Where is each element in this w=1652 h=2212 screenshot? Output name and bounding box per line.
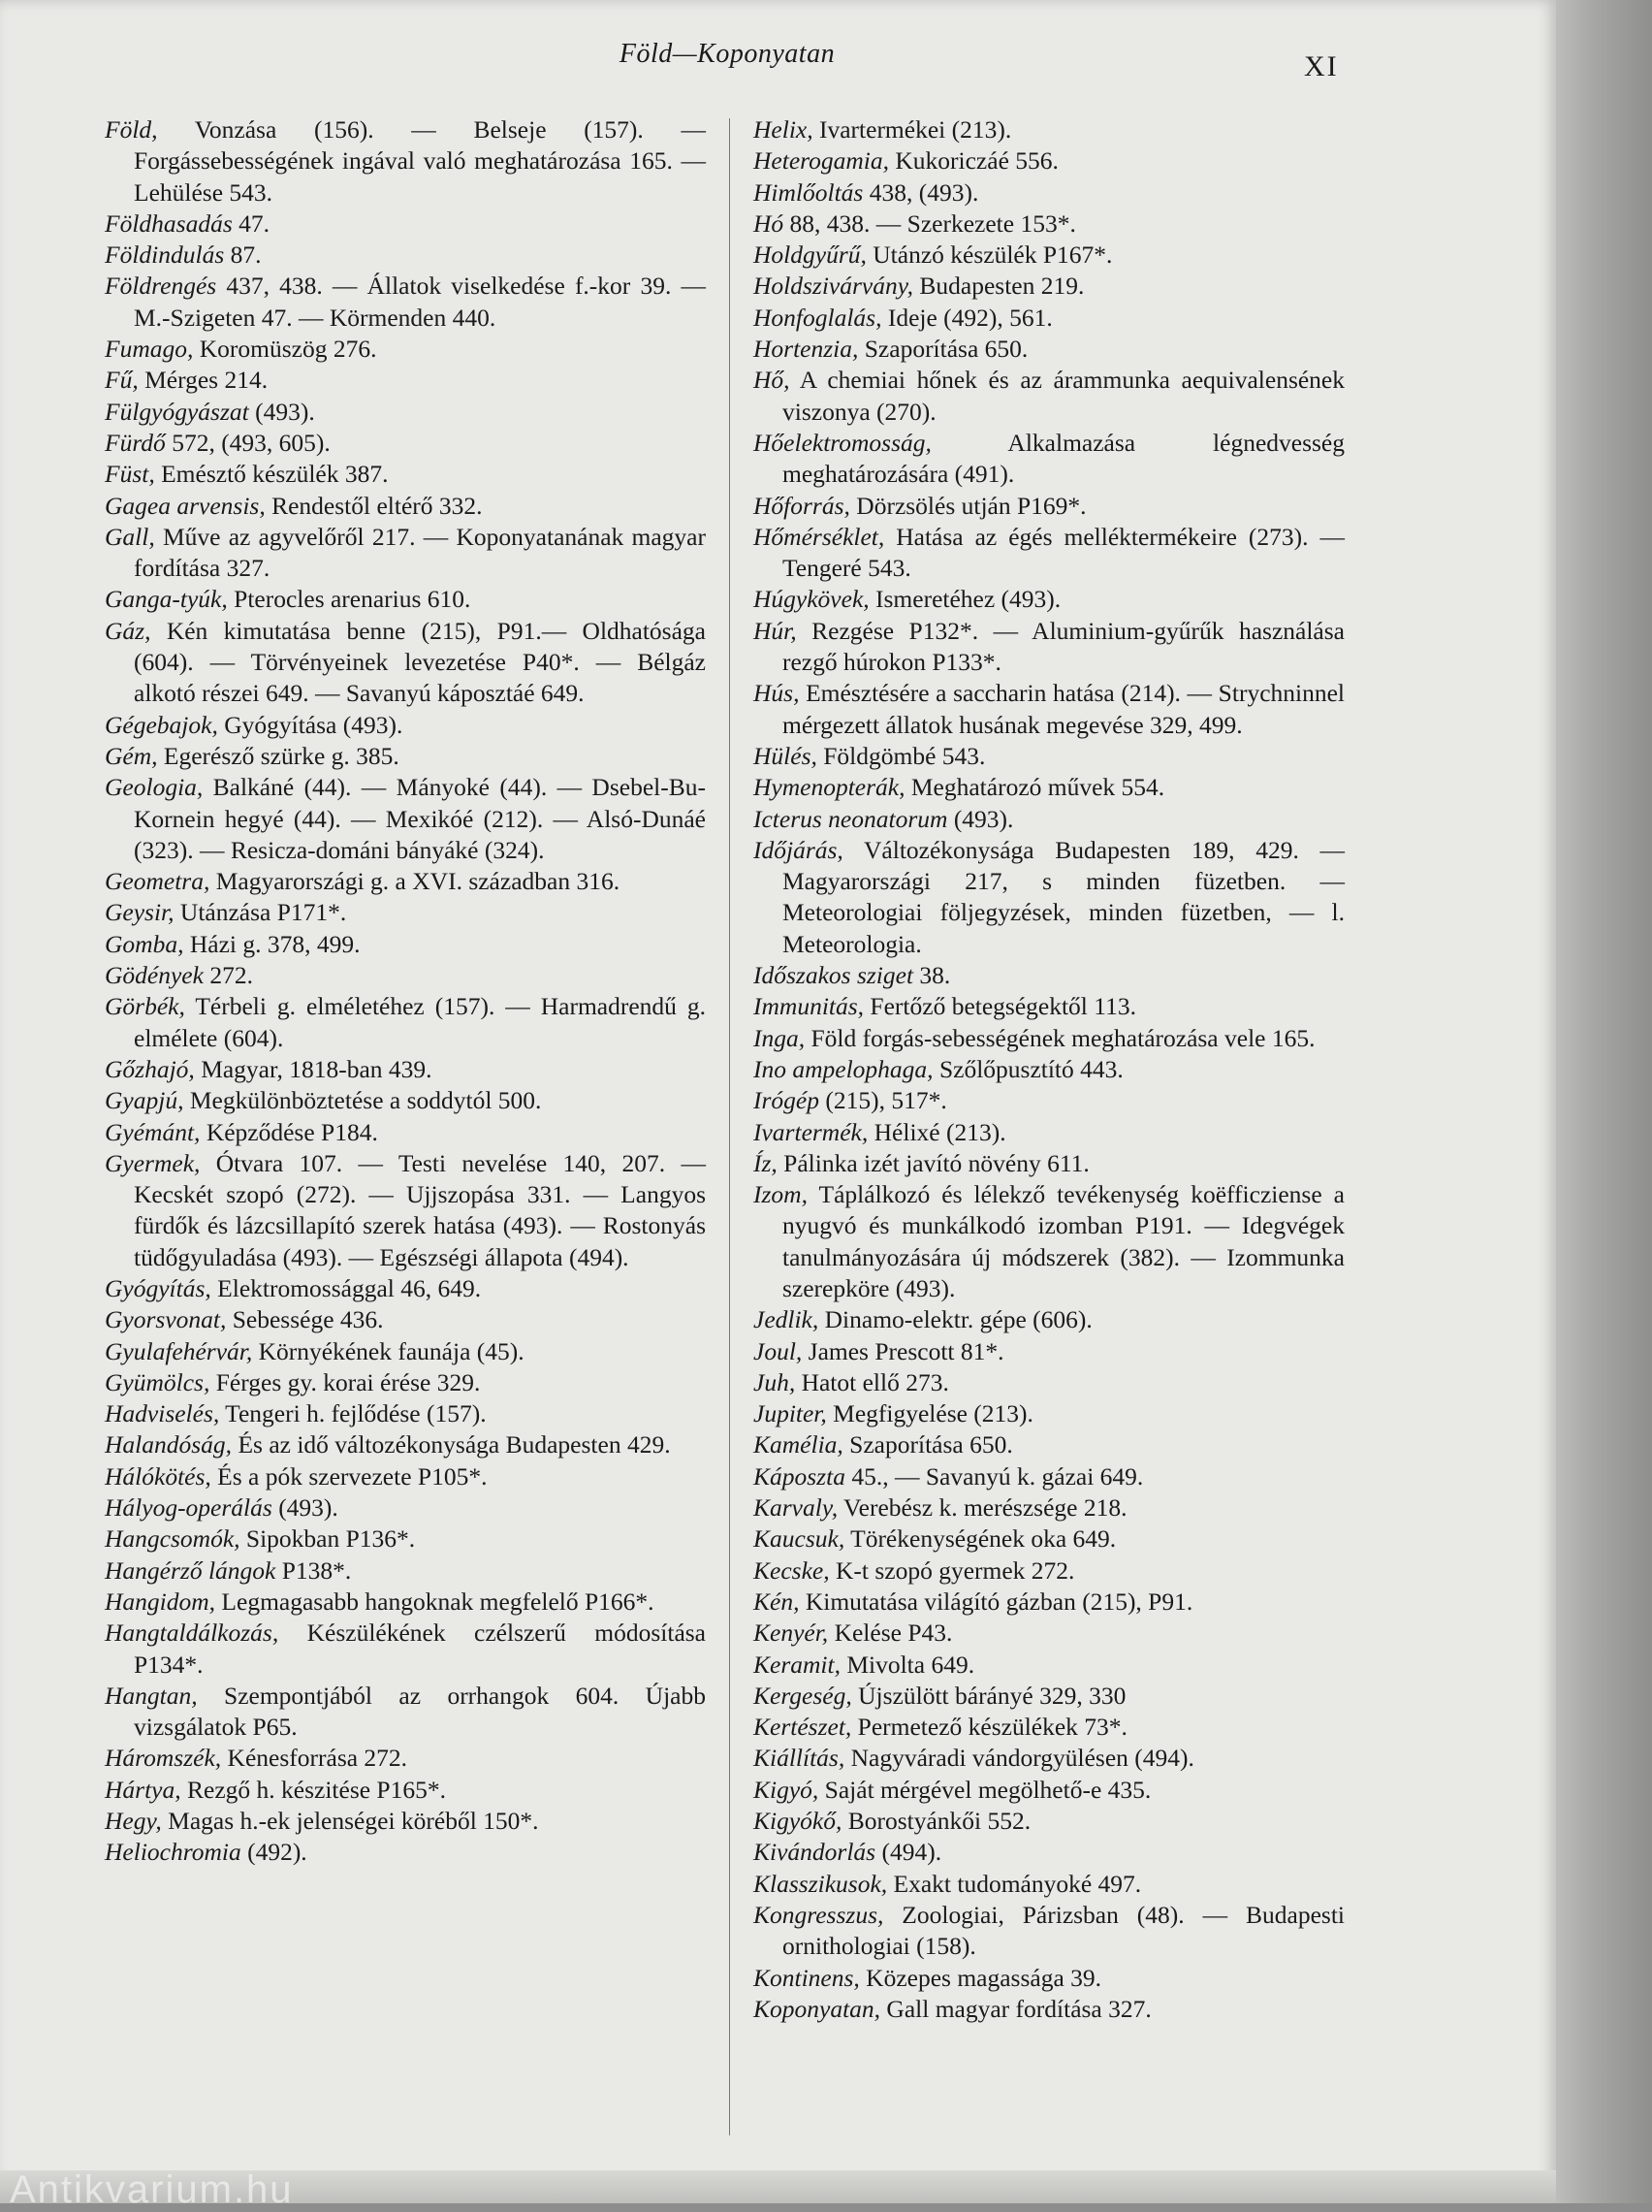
index-references: Környékének faunája (45). <box>252 1336 524 1365</box>
index-headword: Gyorsvonat, <box>105 1305 227 1334</box>
index-headword: Gyógyítás, <box>105 1273 211 1302</box>
index-headword: Fű, <box>105 366 139 395</box>
index-entry <box>753 145 1345 176</box>
index-headword: Joul, <box>753 1336 803 1365</box>
index-references: Gall magyar fordítása 327. <box>880 1994 1152 2023</box>
index-headword: Hő, <box>753 366 790 395</box>
index-references: Verebész k. merészsége 218. <box>838 1493 1128 1523</box>
index-headword: Hangcsomók, <box>105 1524 240 1554</box>
index-references: Balkáné (44). — Mányoké (44). — Dsebel-Bu-Kornein hegyé (44). — Mexikóé (212). — Alsó-Dunáé (323). — Resicza-dománi bányáké (324). <box>134 773 706 864</box>
index-references: Kelése P43. <box>828 1619 953 1648</box>
index-entry <box>105 1336 706 1367</box>
index-references: Permetező készülékek 73*. <box>851 1713 1128 1742</box>
running-head: Föld—Koponyatan <box>619 39 836 69</box>
index-entry <box>753 1618 1345 1649</box>
index-entry <box>105 1273 706 1304</box>
index-headword: Gödények <box>105 961 204 990</box>
index-references: Készülékének czélszerű módosítása P134*. <box>134 1619 706 1679</box>
index-references: Magyar, 1818-ban 439. <box>194 1054 432 1083</box>
index-references: 438, (493). <box>863 177 979 207</box>
index-references: És az idő változékonysága Budapesten 429. <box>232 1430 671 1459</box>
index-references: Gyógyítása (493). <box>217 710 403 739</box>
index-headword: Ino ampelophaga, <box>753 1054 934 1083</box>
index-headword: Klasszikusok, <box>753 1869 888 1898</box>
index-entry <box>753 1587 1345 1618</box>
index-headword: Hülés, <box>753 741 817 770</box>
index-entry <box>753 208 1345 240</box>
index-references: Műve az agyvelőről 217. — Koponyatanának magyar fordítása 327. <box>134 522 706 583</box>
index-entry <box>753 1523 1345 1555</box>
index-references: Emésztő készülék 387. <box>154 460 389 489</box>
index-entry <box>753 1963 1345 1994</box>
index-entry <box>753 114 1345 145</box>
index-references: Megfigyelése (213). <box>826 1399 1033 1428</box>
index-references: Koromüszög 276. <box>193 335 377 364</box>
index-entry <box>105 1587 706 1618</box>
index-references: Zoologiai, Párizsban (48). — Budapesti ornithologiai (158). <box>782 1900 1345 1961</box>
index-entry <box>753 804 1345 835</box>
index-headword: Gáz, <box>105 616 151 645</box>
index-references: Egerésző szürke g. 385. <box>157 741 399 770</box>
index-references: Törékenységének oka 649. <box>844 1524 1117 1554</box>
index-references: 572, (493, 605). <box>165 428 331 457</box>
index-headword: Hús, <box>753 679 800 708</box>
index-headword: Geologia, <box>105 773 204 802</box>
index-entry <box>105 929 706 960</box>
index-headword: Gagea arvensis, <box>105 491 266 520</box>
index-references: Fertőző betegségektől 113. <box>864 992 1136 1021</box>
index-entry <box>105 271 706 334</box>
index-references: Ivartermékei (213). <box>812 115 1012 144</box>
index-entry <box>105 1304 706 1335</box>
index-headword: Gomba, <box>105 929 184 958</box>
index-entry <box>753 428 1345 491</box>
index-headword: Hymenopterák, <box>753 773 905 802</box>
index-references: (494). <box>875 1838 942 1867</box>
index-headword: Gyümölcs, <box>105 1367 210 1396</box>
index-headword: Hangtaldálkozás, <box>105 1619 279 1648</box>
index-headword: Karvaly, <box>753 1493 839 1523</box>
index-references: Budapesten 219. <box>913 272 1085 301</box>
index-entry <box>753 1994 1345 2025</box>
index-references: Pterocles arenarius 610. <box>227 585 471 614</box>
index-headword: Himlőoltás <box>753 177 864 207</box>
index-references: Közepes magassága 39. <box>859 1963 1102 1992</box>
index-references: Házi g. 378, 499. <box>183 929 361 958</box>
index-headword: Hadviselés, <box>105 1399 220 1428</box>
index-entry <box>753 991 1345 1022</box>
index-entry <box>105 1117 706 1148</box>
index-entry <box>105 897 706 928</box>
index-headword: Gém, <box>105 741 158 770</box>
index-entry <box>753 1336 1345 1367</box>
index-headword: Földindulás <box>105 240 225 270</box>
index-references: Kukoriczáé 556. <box>889 146 1059 176</box>
index-entry <box>753 1429 1345 1460</box>
index-references: Alkalmazása légnedvesség meghatározására (491). <box>782 428 1345 489</box>
index-references: Nagyváradi vándorgyülésen (494). <box>844 1744 1194 1773</box>
index-entry <box>105 741 706 772</box>
index-references: Változékonysága Budapesten 189, 429. — Magyarországi 217, s minden füzetben. — Meteorologiai följegyzések, minden füzetben, — l. Meteorologia. <box>782 835 1345 958</box>
index-headword: Gyermek, <box>105 1148 201 1177</box>
index-headword: Káposzta <box>753 1461 845 1491</box>
index-entry <box>753 1775 1345 1806</box>
index-headword: Hőelektromosság, <box>753 428 932 457</box>
index-entry <box>753 271 1345 302</box>
index-entry <box>753 1117 1345 1148</box>
index-references: Kénesforrása 272. <box>221 1744 408 1773</box>
index-entry <box>753 1367 1345 1398</box>
index-references: Pálinka izét javító növény 611. <box>777 1148 1090 1177</box>
index-headword: Időjárás, <box>753 835 843 864</box>
index-references: Újszülött bárányé 329, 330 <box>851 1681 1127 1710</box>
index-entry <box>105 459 706 490</box>
index-headword: Kecske, <box>753 1555 830 1585</box>
index-references: Szempontjából az orrhangok 604. Újabb vizsgálatok P65. <box>134 1681 706 1742</box>
index-references: Vonzása (156). — Belseje (157). — Forgássebességének ingával való meghatározása 165. — Lehülése 543. <box>134 115 706 207</box>
index-entry <box>753 365 1345 428</box>
index-headword: Koponyatan, <box>753 1994 881 2023</box>
index-entry <box>105 334 706 365</box>
index-headword: Kamélia, <box>753 1430 843 1459</box>
index-headword: Fülgyógyászat <box>105 397 249 426</box>
index-entry <box>105 1054 706 1085</box>
index-entry <box>753 177 1345 208</box>
index-headword: Húr, <box>753 616 797 645</box>
index-headword: Hályog-operálás <box>105 1493 272 1523</box>
index-entry <box>753 1869 1345 1900</box>
index-references: Dinamo-elektr. gépe (606). <box>818 1305 1093 1334</box>
index-headword: Fumago, <box>105 335 194 364</box>
index-entry <box>105 1618 706 1681</box>
index-entry <box>753 491 1345 522</box>
index-references: Hatot ellő 273. <box>795 1367 949 1396</box>
index-headword: Honfoglalás, <box>753 303 882 332</box>
index-references: Rendestől eltérő 332. <box>265 491 483 520</box>
index-references: Emésztésére a saccharin hatása (214). — Strychninnel mérgezett állatok husának megevése 329, 499. <box>782 679 1345 739</box>
index-entry <box>105 991 706 1054</box>
index-headword: Görbék, <box>105 992 185 1021</box>
index-references: (493). <box>271 1493 338 1523</box>
index-references: P138*. <box>275 1555 352 1585</box>
index-headword: Holdszivárvány, <box>753 272 914 301</box>
index-headword: Hegy, <box>105 1807 162 1836</box>
index-headword: Kontinens, <box>753 1963 860 1992</box>
index-references: Mérges 214. <box>138 366 269 395</box>
index-column-right <box>753 114 1345 2025</box>
index-references: (493). <box>947 804 1014 833</box>
index-headword: Háromszék, <box>105 1744 222 1773</box>
index-entry <box>105 584 706 615</box>
index-entry <box>105 1492 706 1523</box>
index-references: Hélixé (213). <box>868 1117 1006 1146</box>
index-entry <box>753 334 1345 365</box>
index-headword: Kergeség, <box>753 1681 852 1710</box>
index-entry <box>753 1555 1345 1587</box>
index-headword: Föld, <box>105 115 158 144</box>
index-headword: Gőzhajó, <box>105 1054 195 1083</box>
index-headword: Füst, <box>105 460 155 489</box>
index-headword: Izom, <box>753 1180 808 1209</box>
index-entry <box>753 772 1345 803</box>
index-headword: Geysir, <box>105 898 175 927</box>
index-references: 87. <box>224 240 262 270</box>
index-headword: Íz, <box>753 1148 778 1177</box>
index-entry <box>753 584 1345 615</box>
index-references: És a pók szervezete P105*. <box>210 1461 488 1491</box>
index-references: K-t szopó gyermek 272. <box>829 1555 1075 1585</box>
index-entry <box>105 397 706 428</box>
index-references: Föld forgás-sebességének meghatározása vele 165. <box>805 1023 1316 1052</box>
index-references: Férges gy. korai érése 329. <box>209 1367 481 1396</box>
index-entry <box>105 1523 706 1555</box>
index-entry <box>105 772 706 866</box>
index-headword: Hőmérséklet, <box>753 522 885 551</box>
index-references: Elektromossággal 46, 649. <box>210 1273 482 1302</box>
index-headword: Helix, <box>753 115 813 144</box>
index-headword: Földrengés <box>105 272 217 301</box>
index-entry <box>105 114 706 208</box>
index-headword: Gall, <box>105 522 155 551</box>
index-references: A chemiai hőnek és az árammunka aequivalensének viszonya (270). <box>782 366 1345 426</box>
index-headword: Gyapjú, <box>105 1086 184 1115</box>
index-references: Rezgő h. készitése P165*. <box>180 1775 446 1804</box>
index-entry <box>753 1461 1345 1492</box>
index-headword: Hangtan, <box>105 1681 198 1710</box>
index-entry <box>105 1743 706 1774</box>
index-headword: Kigyókő, <box>753 1807 842 1836</box>
index-entry <box>105 1461 706 1492</box>
index-references: 272. <box>203 961 253 990</box>
index-headword: Inga, <box>753 1023 806 1052</box>
index-headword: Irógép <box>753 1086 819 1115</box>
watermark: Antikvarium.hu <box>10 2168 294 2211</box>
index-headword: Holdgyűrű, <box>753 240 867 270</box>
index-entry <box>753 1650 1345 1681</box>
index-entry <box>753 1837 1345 1868</box>
index-headword: Juh, <box>753 1367 796 1396</box>
index-references: Sipokban P136*. <box>239 1524 416 1554</box>
index-headword: Kaucsuk, <box>753 1524 845 1554</box>
index-entry <box>753 1712 1345 1743</box>
index-references: Saját mérgével megölhető-e 435. <box>818 1775 1152 1804</box>
index-headword: Jupiter, <box>753 1399 827 1428</box>
index-references: James Prescott 81*. <box>802 1336 1004 1365</box>
index-headword: Hangérző lángok <box>105 1555 276 1585</box>
index-references: Magyarországi g. a XVI. században 316. <box>209 867 620 896</box>
index-references: Utánzó készülék P167*. <box>866 240 1113 270</box>
index-headword: Gyulafehérvár, <box>105 1336 253 1365</box>
index-entry <box>753 1023 1345 1054</box>
column-divider <box>729 118 730 2135</box>
index-references: Térbeli g. elméletéhez (157). — Harmadrendű g. elmélete (604). <box>134 992 706 1052</box>
index-headword: Hártya, <box>105 1775 181 1804</box>
index-entry <box>105 1681 706 1744</box>
index-headword: Gyémánt, <box>105 1117 201 1146</box>
index-headword: Hőforrás, <box>753 491 850 520</box>
index-entry <box>105 616 706 710</box>
index-references: Rezgése P132*. — Aluminium-gyűrűk használása rezgő húrokon P133*. <box>782 616 1345 677</box>
index-headword: Keramit, <box>753 1650 841 1679</box>
index-references: (493). <box>248 397 315 426</box>
index-references: (492). <box>240 1838 307 1867</box>
index-headword: Kertészet, <box>753 1713 852 1742</box>
index-entry <box>105 1367 706 1398</box>
page-edge-shadow <box>1556 0 1652 2203</box>
index-references: 47. <box>232 208 270 238</box>
index-entry <box>753 1054 1345 1085</box>
index-references: Ideje (492), 561. <box>881 303 1053 332</box>
index-references: Szőlőpusztító 443. <box>933 1054 1124 1083</box>
index-references: Megkülönböztetése a soddytól 500. <box>183 1086 542 1115</box>
index-headword: Hálókötés, <box>105 1461 211 1491</box>
index-references: Hatása az égés melléktermékeire (273). — Tengeré 543. <box>782 522 1345 583</box>
index-entry <box>105 240 706 271</box>
index-headword: Hangidom, <box>105 1587 216 1616</box>
index-entry <box>105 866 706 897</box>
index-references: Földgömbé 543. <box>816 741 986 770</box>
index-entry <box>753 835 1345 960</box>
index-references: Meghatározó művek 554. <box>905 773 1165 802</box>
index-headword: Immunitás, <box>753 992 865 1021</box>
index-entry <box>105 1148 706 1273</box>
index-entry <box>105 1555 706 1587</box>
index-headword: Halandóság, <box>105 1430 233 1459</box>
index-entry <box>753 1743 1345 1774</box>
index-entry <box>105 1837 706 1868</box>
index-headword: Húgykövek, <box>753 585 870 614</box>
index-entry <box>105 522 706 585</box>
index-references: Szaporítása 650. <box>858 335 1029 364</box>
index-entry <box>105 491 706 522</box>
index-headword: Kén, <box>753 1587 800 1616</box>
index-references: Kén kimutatása benne (215), P91.— Oldhatósága (604). — Törvényeinek levezetése P40*. — Bélgáz alkotó részei 649. — Savanyú káposztáé 649. <box>134 616 706 708</box>
page-number: XI <box>1304 50 1339 82</box>
index-entry <box>105 1806 706 1837</box>
index-headword: Időszakos sziget <box>753 961 914 990</box>
index-headword: Földhasadás <box>105 208 233 238</box>
index-headword: Kiállítás, <box>753 1744 845 1773</box>
index-entry <box>753 1398 1345 1429</box>
index-entry <box>753 1304 1345 1335</box>
index-references: 437, 438. — Állatok viselkedése f.-kor 39. — M.-Szigeten 47. — Körmenden 440. <box>134 272 706 332</box>
index-references: Ótvara 107. — Testi nevelése 140, 207. — Kecskét szopó (272). — Ujjszopása 331. — Langyos fürdők és lázcsillapító szerek hatása (493). — Rostonyás tüdőgyuladása (493). — Egészségi állapota (494). <box>134 1148 706 1271</box>
index-entry <box>753 1085 1345 1116</box>
index-entry <box>753 303 1345 334</box>
index-headword: Heterogamia, <box>753 146 889 176</box>
index-entry <box>753 1179 1345 1304</box>
index-entry <box>105 710 706 741</box>
index-references: Exakt tudományoké 497. <box>887 1869 1142 1898</box>
index-references: (215), 517*. <box>818 1086 947 1115</box>
index-entry <box>753 1148 1345 1179</box>
index-entry <box>753 678 1345 741</box>
index-references: 38. <box>913 961 951 990</box>
index-references: Dörzsölés utján P169*. <box>849 491 1087 520</box>
index-references: Táplálkozó és lélekző tevékenység koëfficziense a nyugvó és munkálkodó izomban P191. — Idegvégek tanulmányozására új módszerek (382). — Izommunka szerepköre (493). <box>782 1180 1345 1302</box>
index-headword: Kivándorlás <box>753 1838 876 1867</box>
index-references: Szaporítása 650. <box>842 1430 1013 1459</box>
index-headword: Gégebajok, <box>105 710 218 739</box>
index-references: Ismeretéhez (493). <box>869 585 1062 614</box>
index-entry <box>753 616 1345 679</box>
index-entry <box>753 1681 1345 1712</box>
index-entry <box>105 960 706 991</box>
index-headword: Fürdő <box>105 428 166 457</box>
index-headword: Kenyér, <box>753 1619 829 1648</box>
index-references: 88, 438. — Szerkezete 153*. <box>783 208 1076 238</box>
index-references: Tengeri h. fejlődése (157). <box>219 1399 487 1428</box>
index-references: Kimutatása világító gázban (215), P91. <box>799 1587 1193 1616</box>
index-entry <box>105 1085 706 1116</box>
index-entry <box>105 428 706 459</box>
index-headword: Geometra, <box>105 867 210 896</box>
index-references: 45., — Savanyú k. gázai 649. <box>844 1461 1144 1491</box>
index-headword: Hortenzia, <box>753 335 859 364</box>
index-headword: Kigyó, <box>753 1775 819 1804</box>
index-references: Képződése P184. <box>200 1117 378 1146</box>
index-entry <box>753 1492 1345 1523</box>
index-entry <box>753 741 1345 772</box>
index-entry <box>105 208 706 240</box>
index-entry <box>105 1398 706 1429</box>
index-entry <box>105 1429 706 1460</box>
index-references: Utánzása P171*. <box>174 898 347 927</box>
index-headword: Ganga-tyúk, <box>105 585 228 614</box>
index-headword: Heliochromia <box>105 1838 241 1867</box>
index-entry <box>753 960 1345 991</box>
index-headword: Jedlik, <box>753 1305 819 1334</box>
index-references: Borostyánkői 552. <box>842 1807 1032 1836</box>
index-references: Sebessége 436. <box>226 1305 384 1334</box>
index-references: Mivolta 649. <box>840 1650 975 1679</box>
index-entry <box>105 365 706 396</box>
index-entry <box>753 1806 1345 1837</box>
index-headword: Hó <box>753 208 784 238</box>
index-references: Magas h.-ek jelenségei köréből 150*. <box>161 1807 539 1836</box>
index-entry <box>753 240 1345 271</box>
index-entry <box>105 1775 706 1806</box>
index-references: Legmagasabb hangoknak megfelelő P166*. <box>215 1587 654 1616</box>
index-entry <box>753 1900 1345 1963</box>
index-headword: Icterus neonatorum <box>753 804 948 833</box>
index-column-left <box>105 114 706 1869</box>
index-headword: Kongresszus, <box>753 1900 884 1929</box>
index-headword: Ivartermék, <box>753 1117 869 1146</box>
index-entry <box>753 522 1345 585</box>
